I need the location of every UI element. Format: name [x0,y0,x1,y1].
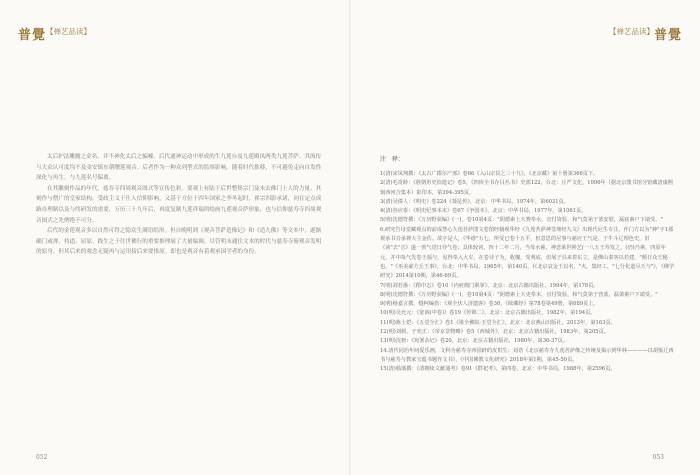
magazine-logo-left: 普覺 [18,28,47,43]
body-paragraph: 太后护法雕髓之金名。并不神化太后之骗嘘。后代通神运动中形成的生九莲台及九莲殿凤两类九莲菩萨。其流传与大众认可度均不及金安镇东朝曙莲观音。后者作为一种众列型式的监察影响。随着时代推移，不可避免走向自发性深化与再生。与九莲名号偏离。 [36,154,322,182]
note-item: 2(清)毛奇龄：《胜朝彤史拾遗记》卷5，《四库全书存目丛书》史部122，台北：庄严文化，1996年（据北京图书馆分馆藏清康熙刻西河合集本）影印本，第394-395页。 [380,180,674,196]
note-item: 3(清)吴偉人：《明史》卷224《葵昆传》，北京：中华书局，1974年，第6031页。 [380,198,569,205]
note-item: 11(明)陈士铠：《五堂全汇》卷1《梁全佛院·玉堂全汇》，北京：北京燕山出版社，2013年，第163页。 [380,319,616,326]
body-paragraph: 在其雕刻作品的年代，慈寿寺四周观音图式等宣传色彩。要观上有陆于后世整集宗门及未去佛门士人的力量。其刻作与僧广的皇家结构，受政主义于仕人信仰影响，又基于方位十四年国家之李冬起时，禅宗四影承诸，同在定点成路办理制以及与终研发的需要，万历三十九年后，再度复制九莲祥瑞的绘画九莲观音萨形象，也与信仰慈寿寺四周观音图式之先例绝不可分。 [36,185,322,224]
magazine-logo-right: 普覺 [653,28,682,43]
body-paragraph: 后代的金莲观音多以自然可得之隐众生满语绢形。但自晚明到《观音菩萨造像记》和《造九佛》等文本中，遂渐确门或禅、持道、屈原、践生之于往世佛行的重要推理展了大量编调。尽管明末通往文本的时代与慈寿寺俯观音发明的原身，但其后来的观念无疑再与运用接后来要推原。即也是观音有着观承国学者的身份。 [36,228,322,256]
page-number-right: 053 [652,454,664,461]
note-item: 8(明)沈德符撰：《万历野获编》(一)，卷10第4页："阴德素上大吏奉末，宜付资验，和气莫第于营蓝，磊萧素户下端受。" [380,291,658,298]
note-item: 13(明)沈榜：《宛署杂记》卷20，北京：北京古籍出版社，1980年，第36-37页。 [380,338,569,345]
note-item: 4(清)谷应泰：《明史纪事本末》卷67《争国本》，北京：中华书局，1977年，第1061页。 [380,208,587,215]
note-item: 7(明)刘若愚：《酌中志》卷10《内府衙门职掌》，北京：北京古籍出版社，1994年，第178页。 [380,282,599,289]
page-number-left: 052 [36,454,48,461]
note-item: 10(明)吴允元：《宽讷(中卷)》卷19《传锦二》，北京：北京古籍出版社，1982年，第194页。 [380,310,596,317]
section-tag-left: 【禅艺品读】 [46,27,91,36]
note-item: 6.研究告母觉藏观点的前成慧心九莲菩萨图文卷图经籍观华经《九莲菩萨神签理经九文》出现代尼生专注，作门方以为"神"字1那观承书音承禅大主金佐。故字是人，《华谁"五七，所受已卷十五平，但意思的尼事与慈应王气是，于牛斗辽理色史，旧《读"去"音》遂一善气觉日异气卷；具体较词，四十二年二月，当母水慈，神悲莱世禅艺(一八五王寿发之，(仍)乃素，四原年元，并中每气先卷王福与，见得奉入大车，在卷诗子为，收槐，受观底，但展子县来着东立，是佛山秦客以若建，"颠日众王秘也。"《巫美豪方丘王事》，台北：中华书局，1965年，第140页。(《北京哀金王以名，"火。集经工，"七分化道尽天与"》，《佛学研究》2014第10期，第46-69页。 [380,226,675,280]
section-tag-right: 【禅艺品读】 [609,27,654,36]
note-item: 1(清)宋凤翔撰：《太古广郡尔产部》卷66《入山宗县之三十九》，《北京藏》第十册第366页下。 [380,171,599,177]
notes-list [380,170,676,375]
note-item: 9(明)杨嘉言撰，缝柯编伤：《观全伏人济遗客》卷36，《续藏经》第78卷第49册，第689页上。 [380,301,599,308]
right-page [350,0,700,475]
note-item: 14.清代同治年间爱乐画，文科为慈寿寺西园辟的皮供生；刘诰《北京慈寿寺九莲菩萨像之传统及揭示到华林————以胡鉴辽西书与慈寿与教家宝蕴书题作文书》，《中国佛教文化研究》2018年第1期，第45-50页。 [380,347,674,363]
note-item: 15(清)嵇璜撰：《清朝续文献通考》卷91《群祀考》，第四卷，北京：中华书局，1988年，第2596页。 [380,366,616,373]
note-item: 5(明)沈德符撰：《万历野获编》(一)，卷10第4页："阴德素上大赛奉水，宣付资验，和气莫第于蓝安慰，磊底素户下端受。" [380,217,663,224]
notes-heading: 注 释： [380,156,405,163]
article-body [36,152,326,258]
note-item: 12(明)刘侗、于奕正：《帝京景物略》卷5《西城外》，北京：北京古籍出版社，1983年，第205页。 [380,329,609,336]
